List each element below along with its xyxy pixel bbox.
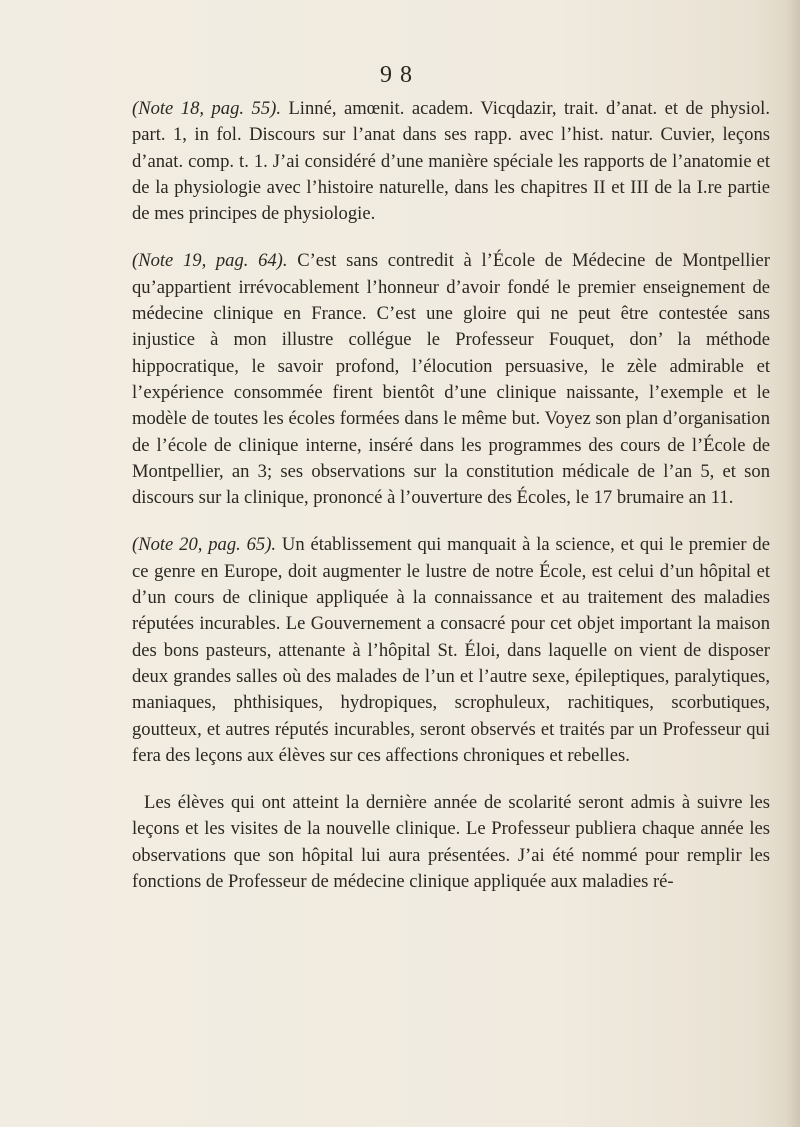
paragraph-text: Les élèves qui ont atteint la dernière année de scolarité seront admis à suivre les leçons et les visites de la nouvelle clinique. Le Professeur publiera chaque année les observations que son hôpital lui aura présentées. J’ai été nommé pour remplir les fonctions de Professeur de médecine clinique appliquée aux maladies ré- bbox=[132, 792, 770, 893]
page-edge-shadow bbox=[786, 0, 800, 1127]
note-reference: (Note 18, pag. 55). bbox=[132, 98, 281, 119]
page-number: 9 8 bbox=[380, 62, 413, 88]
note-paragraph bbox=[132, 248, 770, 511]
note-paragraph bbox=[132, 532, 770, 769]
note-reference: (Note 20, pag. 65). bbox=[132, 534, 277, 556]
note-reference: (Note 19, pag. 64). bbox=[132, 250, 288, 272]
body-paragraph bbox=[132, 790, 770, 895]
note-text: Linné, amœnit. academ. Vicqdazir, trait. d’anat. et de physiol. part. 1, in fol. Discours sur l’anat dans ses rapp. avec l’hist. natur. Cuvier, leçons d’anat. comp. t. 1. J’ai considéré d’une manière spéciale les rapports de l’anatomie et de la physiologie avec l’histoire naturelle, dans les chapitres II et III de la I.re partie de mes principes de physiologie. bbox=[132, 98, 770, 225]
note-text: Un établissement qui manquait à la science, et qui le premier de ce genre en Europe, doit augmenter le lustre de notre École, est celui d’un hôpital et d’un cours de clinique appliquée à la connaissance et au traitement des maladies réputées incurables. Le Gouvernement a consacré pour cet objet important la maison des bons pasteurs, attenante à l’hôpital St. Éloi, dans laquelle on vient de disposer deux grandes salles où des malades de l’un et l’autre sexe, épileptiques, paralytiques, maniaques, phthisiques, hydropiques, scrophuleux, rachitiques, scorbutiques, goutteux, et autres réputés incurables, seront observés et traités par un Professeur qui fera des leçons aux élèves sur ces affections chroniques et rebelles. bbox=[132, 534, 770, 766]
note-paragraph bbox=[132, 96, 770, 227]
note-text: C’est sans contredit à l’École de Médecine de Montpellier qu’appartient irrévocablement l’honneur d’avoir fondé le premier enseignement de médecine clinique en France. C’est une gloire qui ne peut être contestée sans injustice à mon illustre collégue le Professeur Fouquet, don’ la méthode hippocratique, le savoir profond, l’élocution persuasive, le zèle admirable et l’expérience consommée firent bientôt d’une clinique naissante, l’exemple et le modèle de toutes les écoles formées dans le même but. Voyez son plan d’organisation de l’école de clinique interne, inséré dans les programmes des cours de l’École de Montpellier, an 3; ses observations sur la constitution médicale de l’an 5, et son discours sur la clinique, prononcé à l’ouverture des Écoles, le 17 brumaire an 11. bbox=[132, 250, 770, 509]
body-text bbox=[132, 96, 770, 916]
